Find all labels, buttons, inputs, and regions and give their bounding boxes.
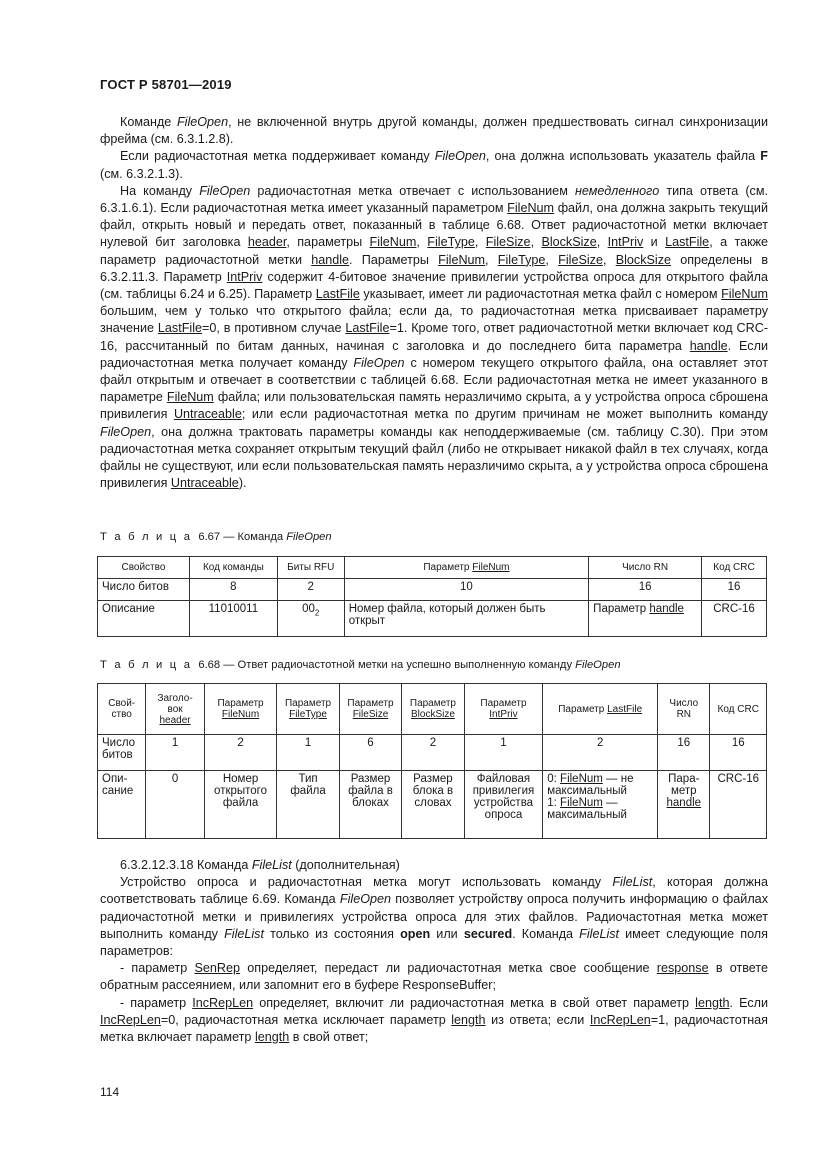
table-row bbox=[98, 735, 767, 771]
table-68-caption: Т а б л и ц а 6.68 — Ответ радиочастотной метки на успешно выполненную команду FileOpen bbox=[100, 659, 621, 671]
table-cell: 2 bbox=[543, 735, 658, 771]
table-cell: 1 bbox=[277, 735, 339, 771]
table-cell: Номер открытого файла bbox=[204, 771, 277, 839]
table-header: Код CRC bbox=[710, 684, 767, 735]
table-cell: 2 bbox=[402, 735, 464, 771]
table-header: Параметр IntPriv bbox=[464, 684, 543, 735]
paragraph-1: Команде FileOpen, не включенной внутрь другой команды, должен предшествовать сигнал синхронизации фрейма (см. 6.3.1.2.8). bbox=[100, 115, 768, 147]
table-cell: 10 bbox=[344, 579, 588, 601]
paragraph-3: На команду FileOpen радиочастотная метка отвечает с использованием немедленного типа ответа (см. 6.3.1.6.1). Если радиочастотная метка имеет указанный параметром FileNum файл, она должна закрыть текущий файл, открыть новый и передать ответ, показанный в таблице 6.68. Ответ радиочастотной метки включает нулевой бит заголовка header, параметры FileNum, FileType, FileSize, BlockSize, IntPriv и LastFile, а также параметр радиочастотной метки handle. Параметры FileNum, FileType, FileSize, BlockSize определены в 6.3.2.11.3. Параметр IntPriv содержит 4-битовое значение привилегии устройства опроса для открытого файла (см. таблицы 6.24 и 6.25). Параметр LastFile указывает, имеет ли радиочастотная метка файл с номером FileNum большим, чем у только что открытого файла; если да, то радиочастотная метка присваивает параметру значение LastFile=0, в противном случае LastFile=1. Кроме того, ответ радиочастотной метки включает код CRC-16, рассчитанный по битам данных, начиная с заголовка и до последнего бита параметра handle. Если радиочастотная метка получает команду FileOpen с номером текущего открытого файла, она оставляет этот файл открытым и отвечает в соответствии с таблицей 6.68. Если радиочастотная метка не имеет указанного в параметре FileNum файла; или пользовательская память неразличимо скрыта, а у устройства опроса сброшена привилегия Untraceable; или если радиочастотная метка по другим причинам не может выполнить команду FileOpen, она должна трактовать параметры команды как неподдерживаемые (см. таблицу С.30). При этом радиочастотная метка сохраняет открытым текущий файл (либо не открывает никакой файл в тех случаях, когда файлы не существуют, или если пользовательская память неразличимо скрыта, а у устройства опроса сброшена привилегия Untraceable). bbox=[100, 183, 769, 491]
table-cell: Номер файла, который должен быть открыт bbox=[344, 601, 588, 637]
table-header: Параметр FileNum bbox=[344, 557, 588, 579]
table-cell: 2 bbox=[204, 735, 277, 771]
table-cell: CRC-16 bbox=[702, 601, 767, 637]
table-67 bbox=[97, 556, 767, 637]
table-cell: Опи-сание bbox=[98, 771, 146, 839]
table-row bbox=[98, 601, 767, 637]
table-cell: 1 bbox=[464, 735, 543, 771]
table-cell: Описание bbox=[98, 601, 190, 637]
table-cell: Пара-метр handle bbox=[658, 771, 710, 839]
section-heading: 6.3.2.12.3.18 Команда FileList (дополнительная) bbox=[120, 858, 400, 872]
table-header: Параметр FileSize bbox=[339, 684, 401, 735]
table-header: Код команды bbox=[189, 557, 277, 579]
paragraph: - параметр SenRep определяет, передаст ли радиочастотная метка свое сообщение response в ответе обратным рассеянием, или запомнит его в буфере ResponseBuffer; bbox=[100, 961, 769, 993]
table-cell: 0: FileNum — не максимальный 1: FileNum — максимальный bbox=[543, 771, 658, 839]
table-cell: Тип файла bbox=[277, 771, 339, 839]
table-header: Биты RFU bbox=[277, 557, 344, 579]
intro-text bbox=[100, 114, 768, 492]
table-cell: 16 bbox=[702, 579, 767, 601]
table-row bbox=[98, 579, 767, 601]
table-header: Параметр FileType bbox=[277, 684, 339, 735]
table-header: Свойство bbox=[98, 557, 190, 579]
table-cell: 1 bbox=[146, 735, 204, 771]
table-cell: 2 bbox=[277, 579, 344, 601]
table-header: Код CRC bbox=[702, 557, 767, 579]
table-cell: Число битов bbox=[98, 735, 146, 771]
table-cell: 16 bbox=[658, 735, 710, 771]
table-cell: Параметр handle bbox=[589, 601, 702, 637]
table-header: Заголо-вок header bbox=[146, 684, 204, 735]
table-cell: CRC-16 bbox=[710, 771, 767, 839]
table-header: Свой-ство bbox=[98, 684, 146, 735]
table-cell: 0 bbox=[146, 771, 204, 839]
table-cell: 8 bbox=[189, 579, 277, 601]
standard-header: ГОСТ Р 58701—2019 bbox=[100, 77, 232, 92]
section-text bbox=[100, 857, 768, 1046]
table-header: Параметр LastFile bbox=[543, 684, 658, 735]
table-67-caption: Т а б л и ц а 6.67 — Команда FileOpen bbox=[100, 531, 332, 543]
paragraph: Устройство опроса и радиочастотная метка могут использовать команду FileList, которая должна соответствовать таблице 6.69. Команда FileOpen позволяет устройству опроса получить информацию о файлах радиочастотной метки и привилегиях устройства опроса для этих файлов. Радиочастотная метка может выполнить команду FileList только из состояния open или secured. Команда FileList имеет следующие поля параметров: bbox=[100, 875, 768, 959]
table-68 bbox=[97, 683, 767, 839]
table-header: Число RN bbox=[658, 684, 710, 735]
table-cell: Файловая привилегия устройства опроса bbox=[464, 771, 543, 839]
page-number: 114 bbox=[100, 1085, 120, 1099]
table-header: Параметр BlockSize bbox=[402, 684, 464, 735]
table-header: Число RN bbox=[589, 557, 702, 579]
table-cell: 6 bbox=[339, 735, 401, 771]
table-header: Параметр FileNum bbox=[204, 684, 277, 735]
table-cell: Размер файла в блоках bbox=[339, 771, 401, 839]
table-cell: 16 bbox=[589, 579, 702, 601]
table-cell: 16 bbox=[710, 735, 767, 771]
paragraph: - параметр IncRepLen определяет, включит ли радиочастотная метка в свой ответ параметр length. Если IncRepLen=0, радиочастотная метка исключает параметр length из ответа; если IncRepLen=1, радиочастотная метка включает параметр length в свой ответ; bbox=[100, 995, 769, 1045]
table-row bbox=[98, 557, 767, 579]
table-cell: $00_2$ bbox=[277, 601, 344, 637]
table-cell: Размер блока в словах bbox=[402, 771, 464, 839]
paragraph-2: Если радиочастотная метка поддерживает команду FileOpen, она должна использовать указатель файла F (см. 6.3.2.1.3). bbox=[100, 149, 768, 181]
table-row bbox=[98, 684, 767, 735]
table-cell: 11010011 bbox=[189, 601, 277, 637]
table-cell: Число битов bbox=[98, 579, 190, 601]
table-row bbox=[98, 771, 767, 839]
